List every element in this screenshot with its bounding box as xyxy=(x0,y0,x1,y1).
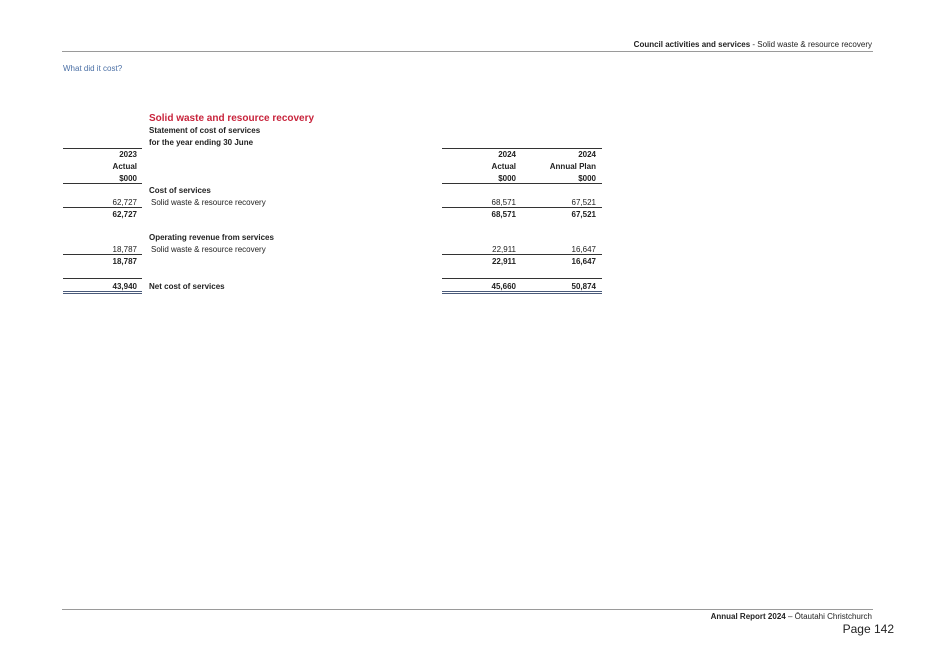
subtotal-rule xyxy=(63,254,142,255)
net-value: 43,940 xyxy=(112,282,137,291)
page-number: Page 142 xyxy=(842,622,894,636)
net-value: 50,874 xyxy=(571,282,596,291)
table-period: for the year ending 30 June xyxy=(149,138,254,147)
col-year: 2024 xyxy=(498,150,516,159)
revenue-heading: Operating revenue from services xyxy=(149,233,274,242)
net-double-rule xyxy=(442,291,602,294)
running-header xyxy=(634,40,872,49)
revenue-total: 22,911 xyxy=(491,257,516,266)
col-unit: $000 xyxy=(498,174,516,183)
net-top-rule xyxy=(63,278,142,279)
subtotal-rule xyxy=(442,207,602,208)
cost-total: 67,521 xyxy=(571,210,596,219)
col-label: Actual xyxy=(491,162,516,171)
revenue-value: 18,787 xyxy=(112,245,137,254)
col-label: Annual Plan xyxy=(549,162,596,171)
col-label: Actual xyxy=(112,162,137,171)
table-top-rule xyxy=(63,148,142,149)
revenue-total: 16,647 xyxy=(571,257,596,266)
cost-heading: Cost of services xyxy=(149,186,211,195)
footer-report: Annual Report 2024 xyxy=(710,612,786,621)
table-title: Solid waste and resource recovery xyxy=(149,113,315,124)
net-top-rule xyxy=(442,278,602,279)
col-year: 2023 xyxy=(119,150,137,159)
revenue-row-label: Solid waste & resource recovery xyxy=(151,245,266,254)
cost-row-label: Solid waste & resource recovery xyxy=(151,198,266,207)
net-label: Net cost of services xyxy=(149,282,225,291)
cost-total: 68,571 xyxy=(491,210,516,219)
footer-rule xyxy=(62,609,873,610)
cost-total: 62,727 xyxy=(112,210,137,219)
col-unit: $000 xyxy=(578,174,596,183)
cost-value: 68,571 xyxy=(491,198,516,207)
col-unit: $000 xyxy=(119,174,137,183)
header-subsection: - Solid waste & resource recovery xyxy=(750,40,872,49)
revenue-total: 18,787 xyxy=(112,257,137,266)
header-bottom-rule xyxy=(63,183,142,184)
subtotal-rule xyxy=(63,207,142,208)
footer-city: – Ōtautahi Christchurch xyxy=(785,612,872,621)
net-value: 45,660 xyxy=(491,282,516,291)
cost-value: 62,727 xyxy=(112,198,137,207)
header-section: Council activities and services xyxy=(633,40,751,49)
revenue-value: 16,647 xyxy=(571,245,596,254)
table-subtitle: Statement of cost of services xyxy=(149,126,261,135)
table-top-rule xyxy=(442,148,602,149)
section-heading: What did it cost? xyxy=(63,64,123,73)
header-bottom-rule xyxy=(442,183,602,184)
net-double-rule xyxy=(63,291,142,294)
subtotal-rule xyxy=(442,254,602,255)
header-rule xyxy=(62,51,873,52)
col-year: 2024 xyxy=(578,150,596,159)
running-footer xyxy=(711,612,872,621)
revenue-value: 22,911 xyxy=(492,245,516,254)
cost-value: 67,521 xyxy=(571,198,596,207)
